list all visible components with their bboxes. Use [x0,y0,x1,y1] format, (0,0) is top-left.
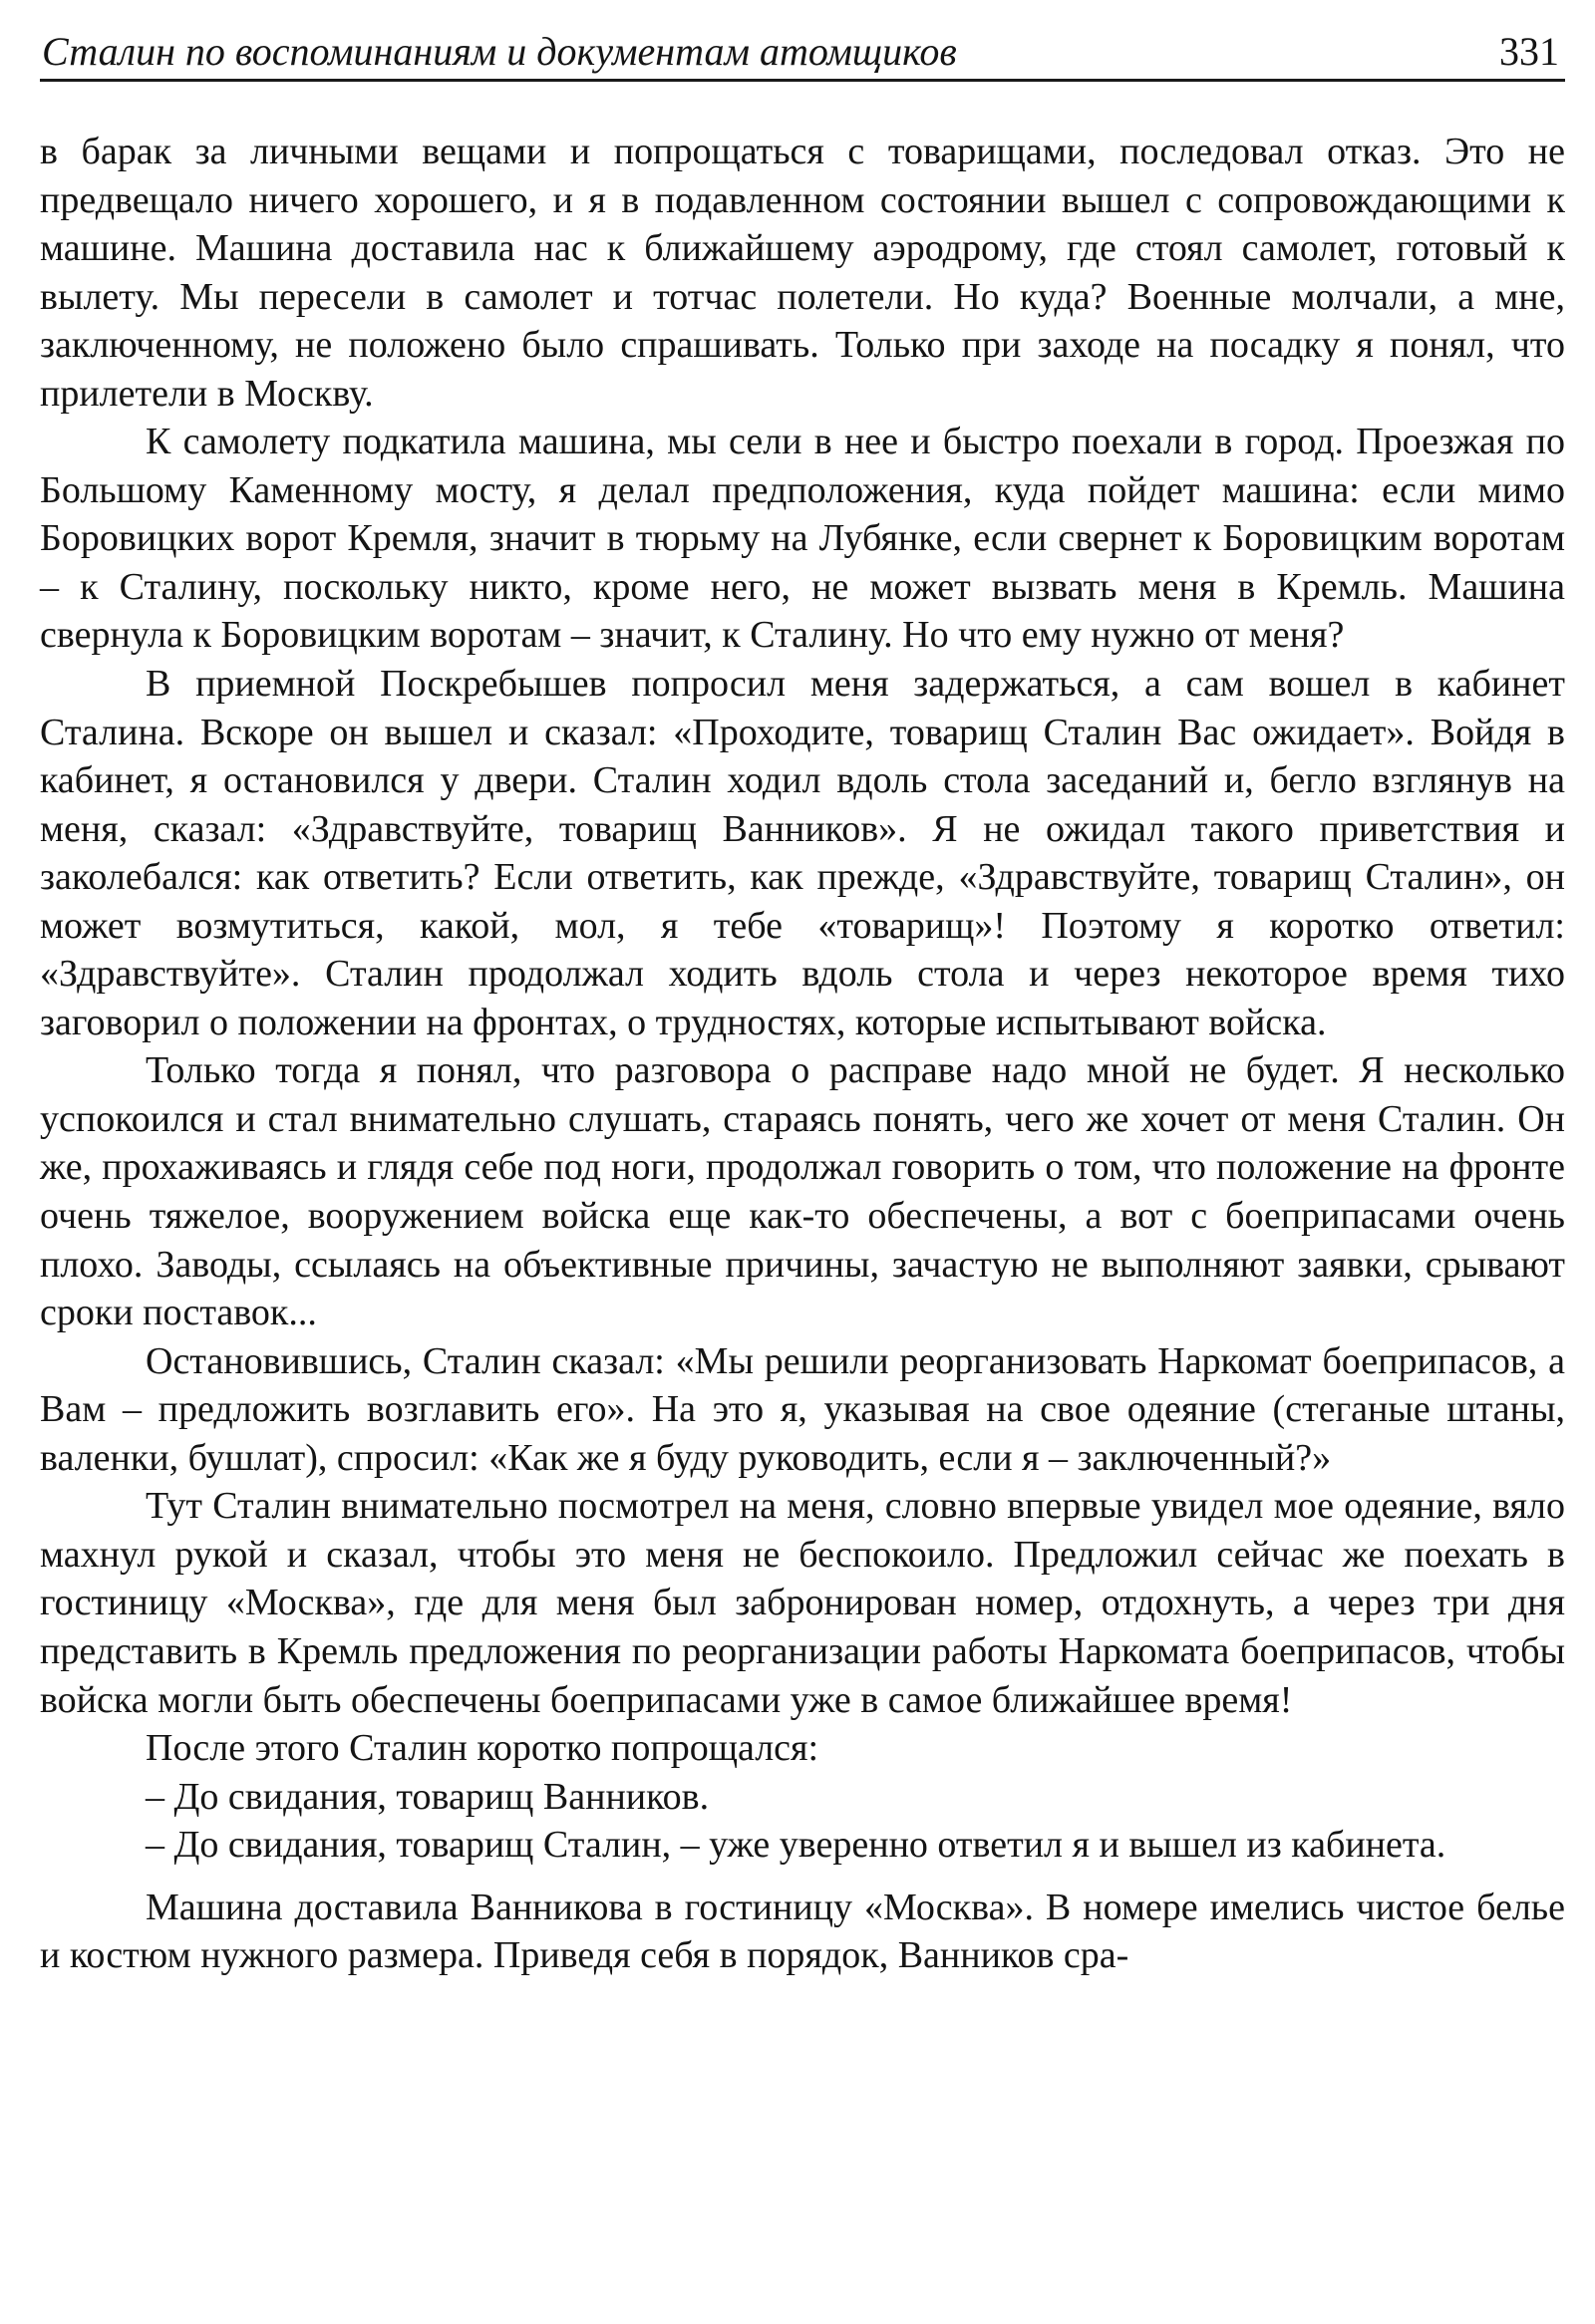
paragraph: В приемной Поскребышев попросил меня задержаться, а сам вошел в кабинет Сталина. Вскоре он вышел и сказал: «Проходите, товарищ Сталин Вас ожидает». Войдя в кабинет, я остановился у двери. Сталин ходил вдоль стола заседаний и, бегло взглянув на меня, сказал: «Здравствуйте, товарищ Ванников». Я не ожидал такого приветствия и заколебался: как ответить? Если ответить, как прежде, «Здравствуйте, товарищ Сталин», он может возмутиться, какой, мол, я тебе «товарищ»! Поэтому я коротко ответил: «Здравствуйте». Сталин продолжал ходить вдоль стола и через некоторое время тихо заговорил о положении на фронтах, о трудностях, которые испытывают войска. [40,663,1565,1043]
paragraph: Остановившись, Сталин сказал: «Мы решили реорганизовать Наркомат боеприпасов, а Вам – предложить возглавить его». На это я, указывая на свое одеяние (стеганые штаны, валенки, бушлат), спросил: «Как же я буду руководить, если я – заключенный?» [40,1339,1565,1479]
running-header [40,22,1565,82]
paragraph: После этого Сталин коротко попрощался: [146,1727,819,1770]
paragraph: Машина доставила Ванникова в гостиницу «Москва». В номере имелись чистое белье и костюм нужного размера. Приведя себя в порядок, Ванников сра- [40,1886,1565,1977]
paragraph: К самолету подкатила машина, мы сели в нее и быстро поехали в город. Проезжая по Большому Каменному мосту, я делал предположения, куда пойдет машина: если мимо Боровицких ворот Кремля, значит в тюрьму на Лубянке, если свернет к Боровицким воротам – к Сталину, поскольку никто, кроме него, не может вызвать меня в Кремль. Машина свернула к Боровицким воротам – значит, к Сталину. Но что ему нужно от меня? [40,421,1565,657]
book-page [40,0,1565,2324]
page-number: 331 [1499,29,1559,74]
paragraph: Только тогда я понял, что разговора о расправе надо мной не будет. Я несколько успокоился и стал внимательно слушать, стараясь понять, чего же хочет от меня Сталин. Он же, прохаживаясь и глядя себе под ноги, продолжал говорить о том, что положение на фронте очень тяжелое, вооружением войска еще как-то обеспечены, а вот с боеприпасами очень плохо. Заводы, ссылаясь на объективные причины, зачастую не выполняют заявки, срывают сроки поставок... [40,1049,1565,1334]
body-text [40,128,1565,1980]
running-title: Сталин по воспоминаниям и документам атомщиков [42,29,957,74]
dialogue-line: – До свидания, товарищ Ванников. [146,1775,710,1818]
paragraph-continuation: в барак за личными вещами и попрощаться с товарищами, последовал отказ. Это не предвещало ничего хорошего, и я в подавленном состоянии вышел с сопровождающими к машине. Машина доставила нас к ближайшему аэродрому, где стоял самолет, готовый к вылету. Мы пересели в самолет и тотчас полетели. Но куда? Военные молчали, а мне, заключенному, не положено было спрашивать. Только при заходе на посадку я понял, что прилетели в Москву. [40,131,1565,415]
dialogue-line: – До свидания, товарищ Сталин, – уже уверенно ответил я и вышел из кабинета. [146,1824,1446,1867]
paragraph: Тут Сталин внимательно посмотрел на меня, словно впервые увидел мое одеяние, вяло махнул рукой и сказал, чтобы это меня не беспокоило. Предложил сейчас же поехать в гостиницу «Москва», где для меня был забронирован номер, отдохнуть, а через три дня представить в Кремль предложения по реорганизации работы Наркомата боеприпасов, чтобы войска могли быть обеспечены боеприпасами уже в самое ближайшее время! [40,1485,1565,1721]
